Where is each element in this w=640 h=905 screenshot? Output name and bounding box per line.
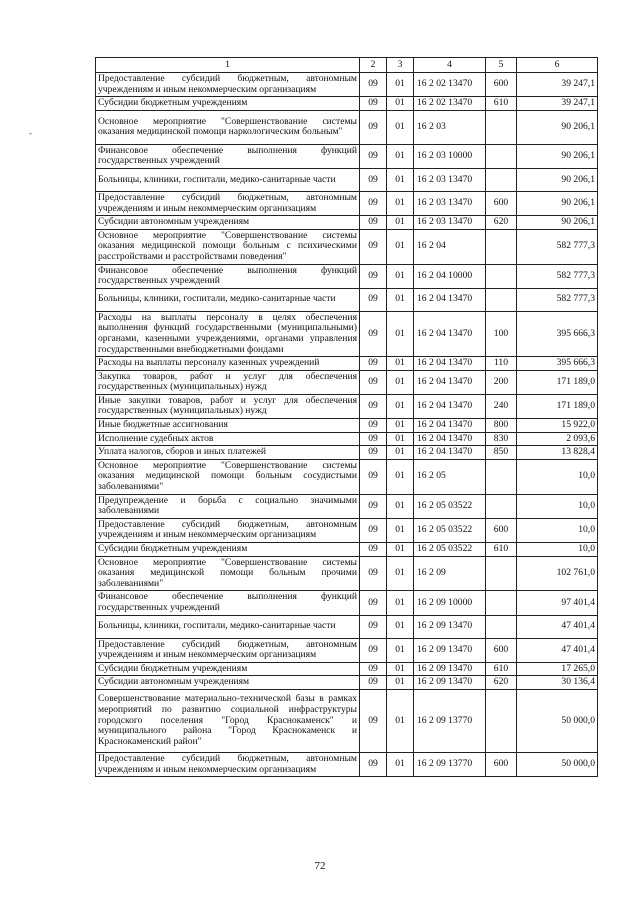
row-target-article-cell: 16 2 04 13470	[414, 419, 486, 433]
row-expense-type-cell	[486, 168, 517, 191]
row-section-cell: 09	[360, 676, 387, 690]
row-amount-cell: 171 189,0	[517, 394, 598, 418]
row-expense-type-cell: 240	[486, 394, 517, 418]
row-section-cell: 09	[360, 144, 387, 168]
row-section-cell: 09	[360, 311, 387, 356]
row-amount-cell: 395 666,3	[517, 311, 598, 356]
row-subsection-cell: 01	[387, 370, 414, 394]
row-target-article-cell: 16 2 02 13470	[414, 97, 486, 111]
row-section-cell: 09	[360, 556, 387, 591]
table-row	[96, 73, 598, 97]
budget-table	[95, 57, 598, 777]
table-row	[96, 459, 598, 494]
row-expense-type-cell	[486, 689, 517, 752]
row-subsection-cell: 01	[387, 144, 414, 168]
row-amount-cell: 47 401,4	[517, 638, 598, 662]
budget-table-container	[95, 57, 597, 777]
row-section-cell: 09	[360, 662, 387, 676]
row-section-cell: 09	[360, 752, 387, 776]
row-subsection-cell: 01	[387, 446, 414, 460]
row-amount-cell: 10,0	[517, 459, 598, 494]
row-target-article-cell: 16 2 04 13470	[414, 370, 486, 394]
row-expense-type-cell	[486, 264, 517, 288]
table-row	[96, 394, 598, 418]
column-header-5: 5	[486, 58, 517, 73]
row-target-article-cell: 16 2 05 03522	[414, 543, 486, 557]
row-name-cell: Иные бюджетные ассигнования	[96, 419, 360, 433]
row-subsection-cell: 01	[387, 216, 414, 230]
row-target-article-cell: 16 2 09 13770	[414, 689, 486, 752]
row-name-cell: Уплата налогов, сборов и иных платежей	[96, 446, 360, 460]
row-section-cell: 09	[360, 518, 387, 542]
table-row	[96, 144, 598, 168]
row-name-cell: Больницы, клиники, госпитали, медико-санитарные части	[96, 615, 360, 638]
column-header-6: 6	[517, 58, 598, 73]
row-subsection-cell: 01	[387, 591, 414, 615]
row-section-cell: 09	[360, 432, 387, 446]
row-subsection-cell: 01	[387, 638, 414, 662]
row-amount-cell: 582 777,3	[517, 229, 598, 264]
row-amount-cell: 30 136,4	[517, 676, 598, 690]
table-row	[96, 615, 598, 638]
row-amount-cell: 2 093,6	[517, 432, 598, 446]
row-name-cell: Финансовое обеспечение выполнения функций государственных учреждений	[96, 144, 360, 168]
table-row	[96, 191, 598, 215]
row-section-cell: 09	[360, 264, 387, 288]
row-name-cell: Исполнение судебных актов	[96, 432, 360, 446]
table-row	[96, 311, 598, 356]
row-section-cell: 09	[360, 229, 387, 264]
row-expense-type-cell: 600	[486, 73, 517, 97]
row-target-article-cell: 16 2 05 03522	[414, 518, 486, 542]
table-row	[96, 419, 598, 433]
row-subsection-cell: 01	[387, 168, 414, 191]
row-amount-cell: 90 206,1	[517, 144, 598, 168]
row-target-article-cell: 16 2 04 13470	[414, 357, 486, 371]
row-subsection-cell: 01	[387, 518, 414, 542]
row-section-cell: 09	[360, 394, 387, 418]
row-amount-cell: 50 000,0	[517, 689, 598, 752]
row-target-article-cell: 16 2 04 13470	[414, 446, 486, 460]
row-expense-type-cell: 600	[486, 752, 517, 776]
row-amount-cell: 582 777,3	[517, 288, 598, 311]
column-header-2: 2	[360, 58, 387, 73]
row-section-cell: 09	[360, 73, 387, 97]
row-expense-type-cell	[486, 110, 517, 144]
row-section-cell: 09	[360, 97, 387, 111]
row-expense-type-cell: 830	[486, 432, 517, 446]
row-amount-cell: 90 206,1	[517, 110, 598, 144]
table-row	[96, 446, 598, 460]
row-subsection-cell: 01	[387, 73, 414, 97]
row-section-cell: 09	[360, 638, 387, 662]
column-header-1: 1	[96, 58, 360, 73]
row-name-cell: Больницы, клиники, госпитали, медико-санитарные части	[96, 288, 360, 311]
row-name-cell: Основное мероприятие "Совершенствование системы оказания медицинской помощи больным с психическими расстройствами и расстройствами поведения"	[96, 229, 360, 264]
row-expense-type-cell: 800	[486, 419, 517, 433]
row-section-cell: 09	[360, 357, 387, 371]
row-amount-cell: 10,0	[517, 543, 598, 557]
row-target-article-cell: 16 2 09 13770	[414, 752, 486, 776]
row-expense-type-cell	[486, 615, 517, 638]
row-amount-cell: 39 247,1	[517, 73, 598, 97]
table-row	[96, 518, 598, 542]
row-subsection-cell: 01	[387, 419, 414, 433]
row-name-cell: Основное мероприятие "Совершенствование системы оказания медицинской помощи наркологическим больным"	[96, 110, 360, 144]
row-target-article-cell: 16 2 04 13470	[414, 394, 486, 418]
row-amount-cell: 47 401,4	[517, 615, 598, 638]
row-name-cell: Субсидии бюджетным учреждениям	[96, 662, 360, 676]
row-amount-cell: 395 666,3	[517, 357, 598, 371]
row-amount-cell: 90 206,1	[517, 168, 598, 191]
row-name-cell: Совершенствование материально-технической базы в рамках мероприятий по развитию социальной инфраструктуры городского поселения "Город Краснокаменск" и муниципального района "Город Краснокаменск и Краснокаменский район"	[96, 689, 360, 752]
table-row	[96, 168, 598, 191]
row-subsection-cell: 01	[387, 229, 414, 264]
row-target-article-cell: 16 2 04 10000	[414, 264, 486, 288]
row-target-article-cell: 16 2 05	[414, 459, 486, 494]
table-row	[96, 97, 598, 111]
table-row	[96, 556, 598, 591]
row-expense-type-cell: 620	[486, 216, 517, 230]
row-target-article-cell: 16 2 09 13470	[414, 662, 486, 676]
row-section-cell: 09	[360, 216, 387, 230]
row-amount-cell: 90 206,1	[517, 191, 598, 215]
row-expense-type-cell: 620	[486, 676, 517, 690]
row-expense-type-cell: 110	[486, 357, 517, 371]
row-subsection-cell: 01	[387, 556, 414, 591]
row-section-cell: 09	[360, 494, 387, 518]
row-expense-type-cell: 200	[486, 370, 517, 394]
row-section-cell: 09	[360, 615, 387, 638]
row-name-cell: Субсидии автономным учреждениям	[96, 216, 360, 230]
row-amount-cell: 13 828,4	[517, 446, 598, 460]
page-number: 72	[314, 860, 326, 872]
row-name-cell: Закупка товаров, работ и услуг для обеспечения государственных (муниципальных) нужд	[96, 370, 360, 394]
table-row	[96, 357, 598, 371]
column-header-4: 4	[414, 58, 486, 73]
row-name-cell: Субсидии автономным учреждениям	[96, 676, 360, 690]
column-header-3: 3	[387, 58, 414, 73]
row-target-article-cell: 16 2 05 03522	[414, 494, 486, 518]
row-subsection-cell: 01	[387, 752, 414, 776]
row-expense-type-cell	[486, 494, 517, 518]
row-section-cell: 09	[360, 110, 387, 144]
row-amount-cell: 39 247,1	[517, 97, 598, 111]
row-target-article-cell: 16 2 09	[414, 556, 486, 591]
row-name-cell: Предоставление субсидий бюджетным, автономным учреждениям и иным некоммерческим организациям	[96, 752, 360, 776]
margin-mark: -	[29, 128, 32, 138]
row-expense-type-cell	[486, 556, 517, 591]
row-subsection-cell: 01	[387, 97, 414, 111]
row-section-cell: 09	[360, 191, 387, 215]
row-expense-type-cell: 600	[486, 638, 517, 662]
table-row	[96, 543, 598, 557]
row-target-article-cell: 16 2 09 13470	[414, 638, 486, 662]
row-name-cell: Финансовое обеспечение выполнения функций государственных учреждений	[96, 264, 360, 288]
table-row	[96, 752, 598, 776]
row-section-cell: 09	[360, 370, 387, 394]
row-subsection-cell: 01	[387, 311, 414, 356]
table-row	[96, 689, 598, 752]
row-subsection-cell: 01	[387, 676, 414, 690]
row-section-cell: 09	[360, 591, 387, 615]
row-name-cell: Предоставление субсидий бюджетным, автономным учреждениям и иным некоммерческим организациям	[96, 638, 360, 662]
row-amount-cell: 17 265,0	[517, 662, 598, 676]
table-row	[96, 638, 598, 662]
table-row	[96, 216, 598, 230]
table-row	[96, 370, 598, 394]
row-subsection-cell: 01	[387, 110, 414, 144]
row-target-article-cell: 16 2 09 13470	[414, 676, 486, 690]
row-name-cell: Финансовое обеспечение выполнения функций государственных учреждений	[96, 591, 360, 615]
row-expense-type-cell	[486, 229, 517, 264]
table-row	[96, 288, 598, 311]
row-name-cell: Субсидии бюджетным учреждениям	[96, 543, 360, 557]
table-body	[96, 73, 598, 777]
row-amount-cell: 102 761,0	[517, 556, 598, 591]
row-expense-type-cell	[486, 459, 517, 494]
row-name-cell: Иные закупки товаров, работ и услуг для обеспечения государственных (муниципальных) нужд	[96, 394, 360, 418]
table-row	[96, 591, 598, 615]
row-target-article-cell: 16 2 03 13470	[414, 168, 486, 191]
row-amount-cell: 50 000,0	[517, 752, 598, 776]
row-name-cell: Основное мероприятие "Совершенствование системы оказания медицинской помощи больным прочими заболеваниями"	[96, 556, 360, 591]
row-target-article-cell: 16 2 02 13470	[414, 73, 486, 97]
row-target-article-cell: 16 2 03 10000	[414, 144, 486, 168]
row-expense-type-cell: 850	[486, 446, 517, 460]
table-header-row	[96, 58, 598, 73]
row-subsection-cell: 01	[387, 288, 414, 311]
row-expense-type-cell: 610	[486, 543, 517, 557]
row-name-cell: Расходы на выплаты персоналу казенных учреждений	[96, 357, 360, 371]
row-target-article-cell: 16 2 03	[414, 110, 486, 144]
row-target-article-cell: 16 2 04 13470	[414, 311, 486, 356]
row-target-article-cell: 16 2 03 13470	[414, 216, 486, 230]
row-target-article-cell: 16 2 04 13470	[414, 288, 486, 311]
row-expense-type-cell	[486, 288, 517, 311]
table-row	[96, 676, 598, 690]
row-section-cell: 09	[360, 446, 387, 460]
row-name-cell: Предупреждение и борьба с социально значимыми заболеваниями	[96, 494, 360, 518]
row-subsection-cell: 01	[387, 264, 414, 288]
row-section-cell: 09	[360, 168, 387, 191]
row-subsection-cell: 01	[387, 494, 414, 518]
table-row	[96, 432, 598, 446]
table-row	[96, 264, 598, 288]
row-target-article-cell: 16 2 09 13470	[414, 615, 486, 638]
row-name-cell: Предоставление субсидий бюджетным, автономным учреждениям и иным некоммерческим организациям	[96, 518, 360, 542]
row-amount-cell: 15 922,0	[517, 419, 598, 433]
row-expense-type-cell	[486, 591, 517, 615]
row-subsection-cell: 01	[387, 689, 414, 752]
row-section-cell: 09	[360, 543, 387, 557]
row-name-cell: Предоставление субсидий бюджетным, автономным учреждениям и иным некоммерческим организациям	[96, 191, 360, 215]
row-expense-type-cell: 610	[486, 97, 517, 111]
row-expense-type-cell: 600	[486, 191, 517, 215]
row-amount-cell: 97 401,4	[517, 591, 598, 615]
row-amount-cell: 171 189,0	[517, 370, 598, 394]
row-subsection-cell: 01	[387, 662, 414, 676]
row-name-cell: Субсидии бюджетным учреждениям	[96, 97, 360, 111]
row-expense-type-cell: 600	[486, 518, 517, 542]
row-name-cell: Больницы, клиники, госпитали, медико-санитарные части	[96, 168, 360, 191]
row-amount-cell: 10,0	[517, 494, 598, 518]
row-target-article-cell: 16 2 09 10000	[414, 591, 486, 615]
table-row	[96, 494, 598, 518]
row-subsection-cell: 01	[387, 543, 414, 557]
row-amount-cell: 90 206,1	[517, 216, 598, 230]
row-name-cell: Расходы на выплаты персоналу в целях обеспечения выполнения функций государственными (муниципальными) органами, казенными учреждениями, органами управления государственными внебюджетными фондами	[96, 311, 360, 356]
row-expense-type-cell	[486, 144, 517, 168]
row-target-article-cell: 16 2 04 13470	[414, 432, 486, 446]
row-name-cell: Основное мероприятие "Совершенствование системы оказания медицинской помощи больным сосудистыми заболеваниями"	[96, 459, 360, 494]
row-target-article-cell: 16 2 03 13470	[414, 191, 486, 215]
row-subsection-cell: 01	[387, 459, 414, 494]
row-section-cell: 09	[360, 288, 387, 311]
row-subsection-cell: 01	[387, 615, 414, 638]
row-subsection-cell: 01	[387, 432, 414, 446]
table-row	[96, 662, 598, 676]
row-name-cell: Предоставление субсидий бюджетным, автономным учреждениям и иным некоммерческим организациям	[96, 73, 360, 97]
row-section-cell: 09	[360, 689, 387, 752]
row-expense-type-cell: 610	[486, 662, 517, 676]
table-row	[96, 229, 598, 264]
row-section-cell: 09	[360, 459, 387, 494]
row-subsection-cell: 01	[387, 394, 414, 418]
row-amount-cell: 10,0	[517, 518, 598, 542]
row-section-cell: 09	[360, 419, 387, 433]
table-row	[96, 110, 598, 144]
row-subsection-cell: 01	[387, 357, 414, 371]
row-subsection-cell: 01	[387, 191, 414, 215]
row-amount-cell: 582 777,3	[517, 264, 598, 288]
row-expense-type-cell: 100	[486, 311, 517, 356]
row-target-article-cell: 16 2 04	[414, 229, 486, 264]
